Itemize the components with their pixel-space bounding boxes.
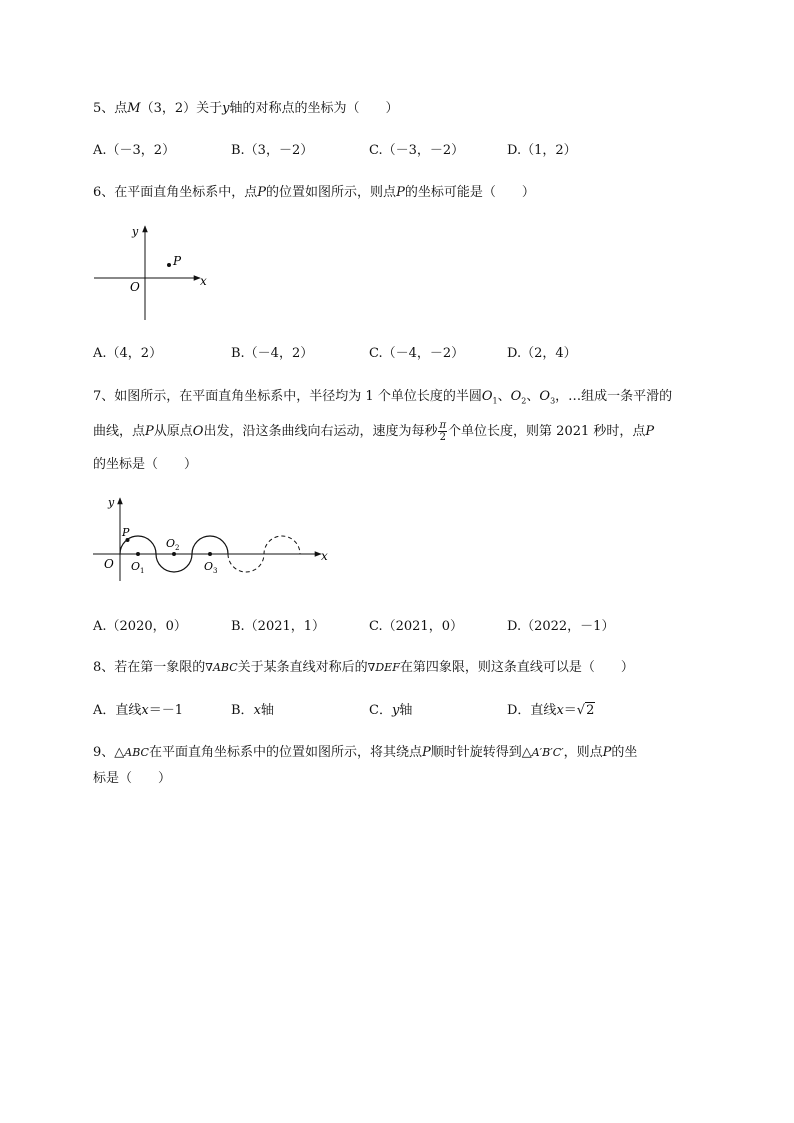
q7-label-o3: [204, 560, 218, 575]
q6-text-b: 的位置如图所示，则点: [266, 185, 397, 200]
q8-stem: [93, 658, 634, 678]
q6-label-y: y: [132, 225, 139, 238]
var-y: y: [391, 703, 400, 718]
q8-opt-b-suffix: 轴: [260, 703, 274, 718]
q8-option-c[interactable]: [369, 701, 412, 721]
q8-text-b: 关于某条直线对称后的: [237, 660, 368, 675]
var-abc: ABC: [212, 661, 238, 674]
q6-option-a[interactable]: A.（4，2）: [93, 346, 163, 361]
q6-label-o: O: [130, 280, 140, 294]
q7-figure: [88, 493, 336, 583]
q6-number: 6、: [93, 185, 115, 200]
q5-option-b[interactable]: B.（3，－2）: [231, 143, 314, 158]
q5-option-a[interactable]: A.（－3，2）: [93, 143, 176, 158]
q8-opt-a-prefix: A．直线: [93, 703, 142, 718]
var-a-prime-b-prime-c-prime: A′B′C′: [531, 746, 564, 759]
q7-line2-c: 出发，沿这条曲线向右运动，速度为每秒: [203, 424, 438, 439]
q8-text-c: 在第四象限，则这条直线可以是（ ）: [399, 660, 634, 675]
q7-label-p: P: [122, 526, 130, 539]
q8-opt-b-prefix: B．: [231, 703, 254, 718]
q8-opt-d-equals: ＝: [563, 703, 577, 718]
var-o2: O: [510, 389, 522, 404]
var-p: P: [257, 185, 267, 200]
q8-option-d[interactable]: [507, 701, 595, 721]
var-p: P: [421, 745, 431, 760]
sub-1: 1: [492, 396, 498, 406]
sub-2: 2: [521, 396, 527, 406]
q8-opt-d-prefix: D．直线: [507, 703, 557, 718]
fraction-denominator: 2: [439, 432, 446, 443]
q6-point-p: [167, 263, 171, 267]
q8-option-a[interactable]: [93, 701, 183, 721]
q8-text-a: 若在第一象限的: [114, 660, 206, 675]
triangle-symbol: △: [521, 745, 532, 760]
sqrt-symbol: √: [576, 703, 586, 718]
q7-line-2: [93, 419, 654, 445]
o2-letter: O: [166, 537, 176, 550]
q7-option-d[interactable]: D.（2022，－1）: [507, 619, 615, 634]
fraction-numerator: π: [439, 420, 447, 431]
q9-line-1: [93, 743, 637, 763]
q6-label-x: x: [200, 274, 207, 288]
q5-option-d[interactable]: D.（1，2）: [507, 143, 577, 158]
var-x: x: [253, 703, 261, 718]
o3-subscript: 3: [213, 567, 218, 575]
q5-text-a: 点: [114, 101, 128, 116]
q6-text-c: 的坐标可能是（ ）: [404, 185, 535, 200]
q8-opt-c-suffix: 轴: [399, 703, 413, 718]
q8-opt-a-suffix: ＝－1: [148, 703, 184, 718]
var-m: M: [127, 101, 141, 116]
q7-center-o3: [208, 552, 212, 556]
q5-option-c[interactable]: C.（－3，－2）: [369, 143, 465, 158]
q5-text-c: 轴的对称点的坐标为（ ）: [229, 101, 399, 116]
triangle-symbol: ∇: [367, 661, 376, 674]
q7-line2-b: 从原点: [153, 424, 193, 439]
q7-label-y: y: [108, 496, 115, 509]
q7-line2-a: 曲线，点: [93, 424, 146, 439]
q7-number: 7、: [93, 389, 115, 404]
q8-option-b[interactable]: [231, 701, 274, 721]
var-o: O: [192, 424, 204, 439]
q7-label-o1: [131, 560, 145, 575]
q6-options: [93, 344, 733, 364]
q6-label-p: P: [173, 254, 182, 268]
q6-option-d[interactable]: D.（2，4）: [507, 346, 577, 361]
q9-line-2: 标是（ ）: [93, 771, 172, 786]
q7-option-c[interactable]: C.（2021，0）: [369, 619, 463, 634]
q7-center-o2: [172, 552, 176, 556]
var-abc: ABC: [124, 746, 149, 759]
q6-option-b[interactable]: B.（－4，2）: [231, 346, 314, 361]
var-o3: O: [539, 389, 551, 404]
o1-subscript: 1: [140, 567, 145, 575]
q6-stem: [93, 183, 535, 203]
sqrt-radicand: 2: [586, 703, 595, 718]
q7-line-1: [93, 387, 672, 412]
q5-stem: [93, 99, 399, 119]
var-p: P: [145, 424, 154, 439]
q9-text-c: ，则点: [563, 745, 603, 760]
var-p: P: [602, 745, 612, 760]
var-p: P: [396, 185, 405, 200]
triangle-symbol: △: [114, 745, 125, 760]
o3-letter: O: [204, 560, 214, 573]
q9-number: 9、: [93, 745, 115, 760]
q8-options: [93, 701, 733, 721]
q7-line2-d: 个单位长度，则第 2021 秒时，点: [448, 424, 646, 439]
q9-text-d: 的坐: [611, 745, 638, 760]
q7-line1-end: ，…组成一条平滑的: [555, 389, 673, 404]
var-o1: O: [481, 389, 493, 404]
separator: 、: [497, 389, 511, 404]
q8-opt-c-prefix: C．: [369, 703, 392, 718]
sqrt-2: [577, 702, 596, 718]
q7-center-o1: [136, 552, 140, 556]
var-x: x: [556, 703, 564, 718]
q6-figure: [88, 222, 218, 324]
q7-label-o: O: [104, 557, 114, 571]
q5-text-b: （3，2）关于: [140, 101, 223, 116]
sub-3: 3: [550, 396, 556, 406]
q5-options: [93, 141, 733, 161]
q5-number: 5、: [93, 101, 115, 116]
var-def: DEF: [375, 661, 400, 674]
q6-text-a: 在平面直角坐标系中，点: [114, 185, 258, 200]
q7-label-x: x: [321, 549, 328, 563]
q7-line1-text: 如图所示，在平面直角坐标系中，半径均为 1 个单位长度的半圆: [114, 389, 482, 404]
q7-line-3: 的坐标是（ ）: [93, 457, 198, 472]
o2-subscript: 2: [175, 544, 180, 552]
q8-number: 8、: [93, 660, 115, 675]
q9-text-a: 在平面直角坐标系中的位置如图所示，将其绕点: [148, 745, 422, 760]
var-p: P: [645, 424, 655, 439]
q7-options: [93, 617, 733, 637]
q6-option-c[interactable]: C.（－4，－2）: [369, 346, 465, 361]
fraction-pi-over-2: [438, 420, 447, 443]
q7-option-b[interactable]: B.（2021，1）: [231, 619, 326, 634]
o1-letter: O: [131, 560, 141, 573]
separator: 、: [526, 389, 540, 404]
q7-label-o2: [166, 537, 180, 552]
var-y: y: [222, 101, 230, 116]
triangle-symbol: ∇: [205, 661, 213, 674]
q9-text-b: 顺时针旋转得到: [430, 745, 522, 760]
var-x: x: [141, 703, 149, 718]
q7-option-a[interactable]: A.（2020，0）: [93, 619, 187, 634]
